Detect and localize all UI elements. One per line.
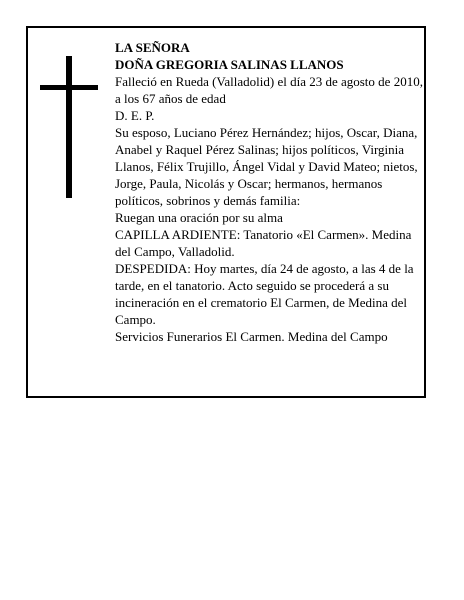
funeral-home: Servicios Funerarios El Carmen. Medina del Campo: [115, 329, 388, 344]
title-line-1: LA SEÑORA: [115, 40, 190, 55]
cross-horizontal-bar: [40, 85, 98, 90]
obituary-notice: [26, 26, 426, 398]
prayer-line: Ruegan una oración por su alma: [115, 210, 283, 225]
deceased-name: DOÑA GREGORIA SALINAS LLANOS: [115, 57, 344, 72]
farewell-info: DESPEDIDA: Hoy martes, día 24 de agosto, a las 4 de la tarde, en el tanatorio. Acto seguido se procederá a su incineración en el crematorio El Carmen, de Medina del Campo.: [115, 261, 414, 327]
cross-icon: [40, 56, 98, 198]
notice-text-block: [115, 39, 427, 345]
cross-vertical-bar: [66, 56, 72, 198]
chapel-info: CAPILLA ARDIENTE: Tanatorio «El Carmen». Medina del Campo, Valladolid.: [115, 227, 412, 259]
death-info: Falleció en Rueda (Valladolid) el día 23 de agosto de 2010, a los 67 años de edad: [115, 74, 423, 106]
dep-line: D. E. P.: [115, 108, 155, 123]
family-list: Su esposo, Luciano Pérez Hernández; hijos, Oscar, Diana, Anabel y Raquel Pérez Salinas; hijos políticos, Virginia Llanos, Félix Trujillo, Ángel Vidal y David Mateo; nietos, Jorge, Paula, Nicolás y Oscar; hermanos, hermanos políticos, sobrinos y demás familia:: [115, 125, 418, 208]
